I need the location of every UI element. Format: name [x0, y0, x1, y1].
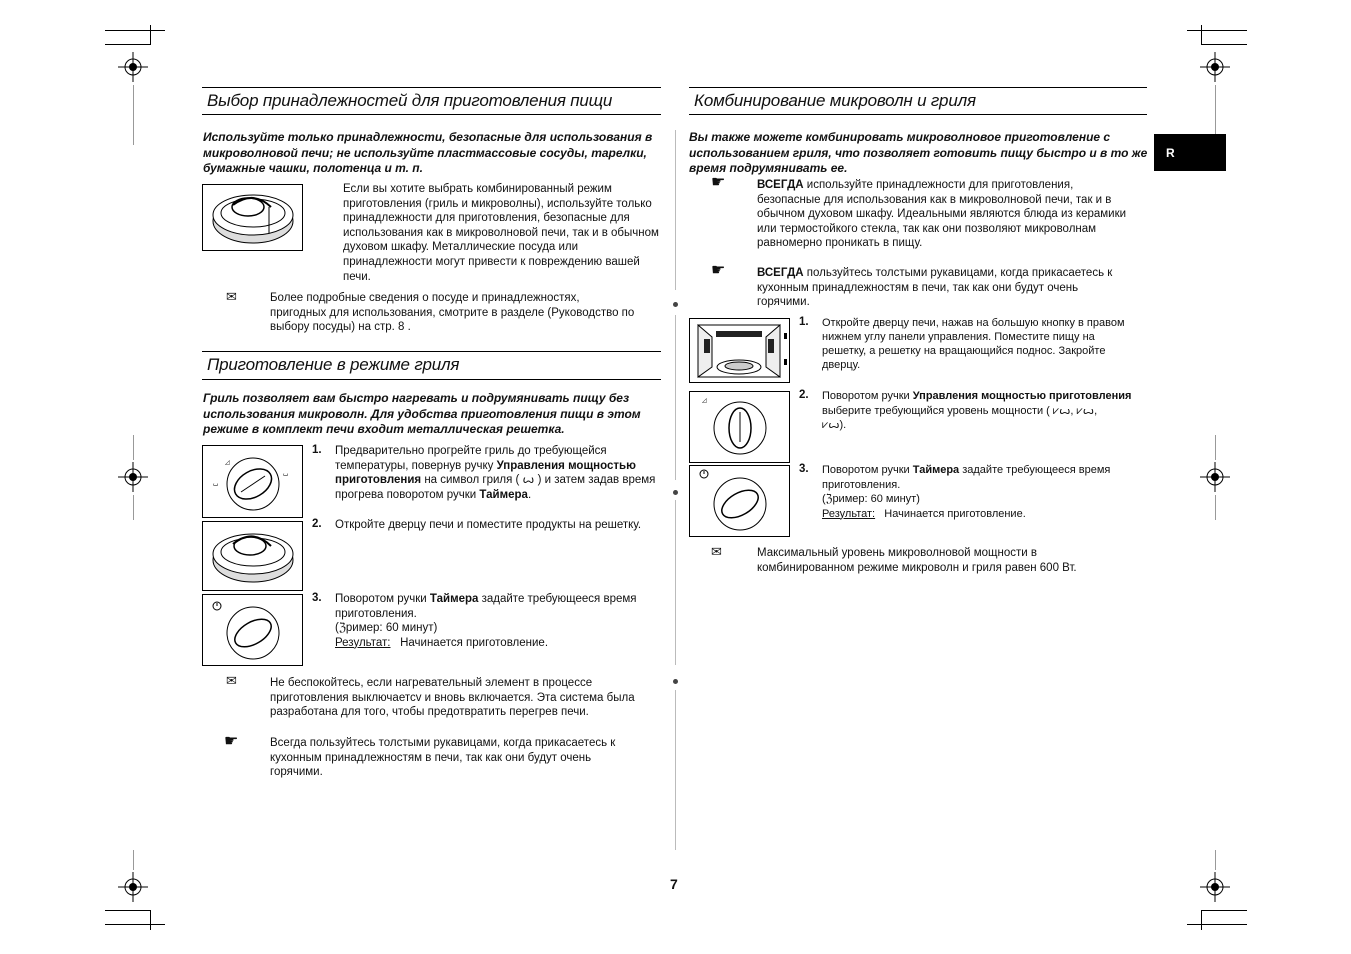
envelope-icon: ✉: [226, 289, 237, 304]
power-dial-illustration: [689, 391, 790, 463]
step-number: 1.: [312, 444, 322, 456]
combo-step-2: Поворотом ручки Управления мощностью приготовления выберите требующийся уровень мощности ( ⩗ꙍ, ⩗ꙍ, ⩗ꙍ).: [822, 390, 1132, 431]
svg-text:◿: ◿: [702, 398, 707, 404]
turntable-illustration: [202, 184, 303, 251]
center-mark: [673, 679, 678, 684]
step-number: 3.: [312, 592, 322, 604]
step-number: 2.: [312, 518, 322, 530]
grill-step-2: Откройте дверцу печи и поместите продукты на решетку.: [335, 519, 642, 531]
warning-text: Всегда пользуйтесь толстыми рукавицами, когда прикасаетесь к кухонным принадлежностям в печи, так как они будут очень горячими.: [270, 737, 616, 779]
combo-power-symbol-icon: ⩗ꙍ: [822, 419, 840, 431]
lead-text: Вы также можете комбинировать микроволновое приготовление с использованием гриля, что позволяет готовить пищу быстро и в то же время подрумянивать ее.: [689, 130, 1148, 175]
svg-text:ꙍ: ꙍ: [283, 472, 289, 478]
note-text: Максимальный уровень микроволновой мощности в комбинированном режиме микроволн и гриля равен 600 Вт.: [757, 547, 1077, 574]
step-number: 1.: [799, 316, 809, 328]
svg-text:ꙍ: ꙍ: [213, 482, 219, 488]
accessories-body: Если вы хотите выбрать комбинированный режим приготовления (гриль и микроволны), используйте только принадлежности для приготовления, безопасные для использования как в микроволновой печи, так и в обычном духовом шкафу. Металлические посуда или принадлежности могут привести к повреждению вашей печи.: [343, 183, 659, 283]
section-heading-grill: Приготовление в режиме гриля: [207, 355, 460, 374]
center-mark: [673, 302, 678, 307]
pointing-hand-icon: ☛: [224, 733, 239, 750]
language-tab: R: [1154, 134, 1226, 171]
power-dial-illustration: [202, 445, 303, 518]
step-number: 3.: [799, 463, 809, 475]
grill-symbol-icon: ꙍ: [522, 474, 535, 487]
lead-text: Используйте только принадлежности, безопасные для использования в микроволновой печи; не используйте пластмассовые сосуды, тарелки, бумажные чашки, полотенца и т. п.: [203, 130, 653, 175]
svg-text:◿: ◿: [225, 460, 230, 466]
envelope-icon: ✉: [226, 673, 237, 688]
combo-step-1: Откройте дверцу печи, нажав на большую кнопку в правом нижнем углу панели управления. Поместите пищу на решетку, а решетку на вращающийся поднос. Закройте дверцу.: [822, 317, 1125, 371]
grill-step-1: Предварительно прогрейте гриль до требующейся температуры, повернув ручку Управления мощностью приготовления на символ гриля ( ꙍ ) и затем задав время прогрева поворотом ручки Таймера.: [335, 445, 656, 501]
center-mark: [673, 490, 678, 495]
combo-power-symbol-icon: ⩗ꙍ: [1076, 404, 1095, 417]
oven-interior-illustration: [689, 318, 790, 383]
timer-dial-illustration: [202, 594, 303, 666]
warning-text: ВСЕГДА пользуйтесь толстыми рукавицами, когда прикасаетесь к кухонным принадлежностям в печи, так как они будут очень горячими.: [757, 267, 1113, 309]
turntable-illustration: [202, 521, 303, 591]
envelope-icon: ✉: [711, 544, 722, 559]
note-text: Более подробные сведения о посуде и принадлежностях, пригодных для использования, смотрите в разделе (Руководство по выбору посуды) на стр. 8 .: [270, 292, 635, 334]
timer-dial-illustration: [689, 465, 790, 537]
note-text: Не беспокойтесь, если нагревательный элемент в процессе приготовления выключаетсv и вновь включается. Эта система была разработана для того, чтобы предотвратить перегрев печи.: [270, 677, 635, 719]
step-number: 2.: [799, 389, 809, 401]
registration-mark-icon: [1200, 462, 1230, 492]
pointing-hand-icon: ☛: [711, 262, 726, 279]
registration-mark-icon: [118, 52, 148, 82]
grill-step-3: Поворотом ручки Таймера задайте требующееся время приготовления. (ℨример: 60 минут) Результат: Начинается приготовление.: [335, 593, 637, 649]
registration-mark-icon: [1200, 872, 1230, 902]
combo-power-symbol-icon: ⩗ꙍ: [1052, 404, 1071, 417]
page-number: 7: [670, 876, 678, 892]
pointing-hand-icon: ☛: [711, 174, 726, 191]
registration-mark-icon: [1200, 52, 1230, 82]
section-heading-combination: Комбинирование микроволн и гриля: [694, 91, 976, 110]
registration-mark-icon: [118, 872, 148, 902]
warning-text: ВСЕГДА используйте принадлежности для приготовления, безопасные для использования как в микроволновой печи, так и в обычном духовом шкафу. Идеальными являются блюда из керамики или термостойкого стекла, так как они позволяют микроволнам равномерно проникать в пищу.: [757, 179, 1127, 250]
registration-mark-icon: [118, 462, 148, 492]
combo-step-3: Поворотом ручки Таймера задайте требующееся время приготовления. (ℨример: 60 минут) Результат: Начинается приготовление.: [822, 464, 1111, 520]
lead-text: Гриль позволяет вам быстро нагревать и подрумянивать пищу без использования микроволн. Для удобства приготовления пищи в этом режиме в комплект печи входит металлическая решетка.: [203, 391, 641, 436]
section-heading-accessories: Выбор принадлежностей для приготовления пищи: [207, 91, 613, 110]
